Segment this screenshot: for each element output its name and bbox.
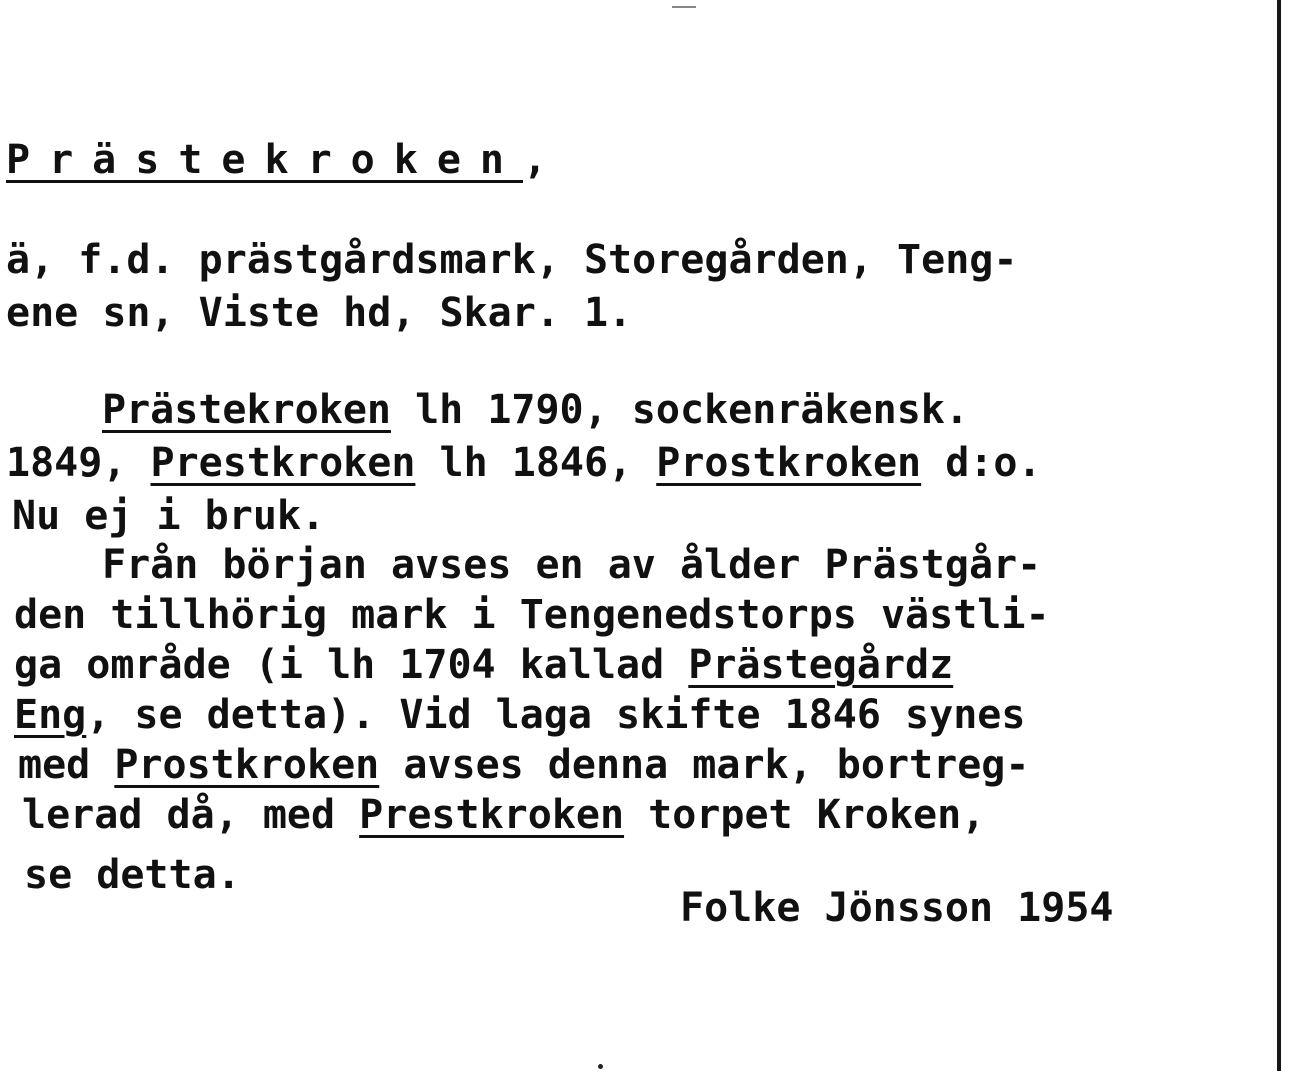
paragraph-2-line-1: Från början avses en av ålder Prästgår- <box>102 542 1042 588</box>
p1-l1-rest: lh 1790, sockenräkensk. <box>390 387 969 433</box>
paragraph-2-line-7: se detta. <box>24 852 241 898</box>
top-mark <box>672 6 696 8</box>
p1-l2-c: d:o. <box>921 440 1042 486</box>
p2-l5-a: med <box>18 742 115 788</box>
card-edge-line <box>1277 0 1281 1071</box>
name-prostkroken-2: Prostkroken <box>114 742 380 788</box>
paragraph-1-line-1 <box>102 387 969 433</box>
p2-l4-b: , se detta). Vid laga skifte 1846 synes <box>86 692 1026 738</box>
paragraph-2-line-2: den tillhörig mark i Tengenedstorps västli- <box>14 592 1050 638</box>
signature: Folke Jönsson 1954 <box>680 885 1114 931</box>
location-line-2: ene sn, Viste hd, Skar. 1. <box>6 290 633 336</box>
name-prestkroken-1: Prestkroken <box>150 440 416 486</box>
paragraph-1-line-2 <box>6 440 1042 486</box>
p2-l6-b: torpet Kroken, <box>624 792 986 838</box>
name-prestkroken-2: Prestkroken <box>359 792 625 838</box>
p1-l2-a: 1849, <box>6 440 151 486</box>
title-comma: , <box>522 137 567 183</box>
name-praestekroken: Prästekroken <box>102 387 391 433</box>
card-title <box>6 137 567 183</box>
paragraph-1-line-3: Nu ej i bruk. <box>12 493 326 539</box>
name-praestegardz: Prästegårdz <box>688 642 954 688</box>
bottom-speck <box>598 1064 603 1069</box>
paragraph-2-line-4 <box>14 692 1026 738</box>
paragraph-2-line-3 <box>14 642 954 688</box>
name-eng: Eng <box>14 692 87 738</box>
title-text: Prästekroken <box>6 137 523 183</box>
p2-l6-a: lerad då, med <box>22 792 360 838</box>
name-prostkroken-1: Prostkroken <box>656 440 922 486</box>
p2-l3-a: ga område (i lh 1704 kallad <box>14 642 689 688</box>
paragraph-2-line-6 <box>22 792 986 838</box>
location-line-1: ä, f.d. prästgårdsmark, Storegården, Teng- <box>6 237 1018 283</box>
p2-l5-b: avses denna mark, bortreg- <box>379 742 1030 788</box>
paragraph-2-line-5 <box>18 742 1030 788</box>
p1-l2-b: lh 1846, <box>415 440 657 486</box>
